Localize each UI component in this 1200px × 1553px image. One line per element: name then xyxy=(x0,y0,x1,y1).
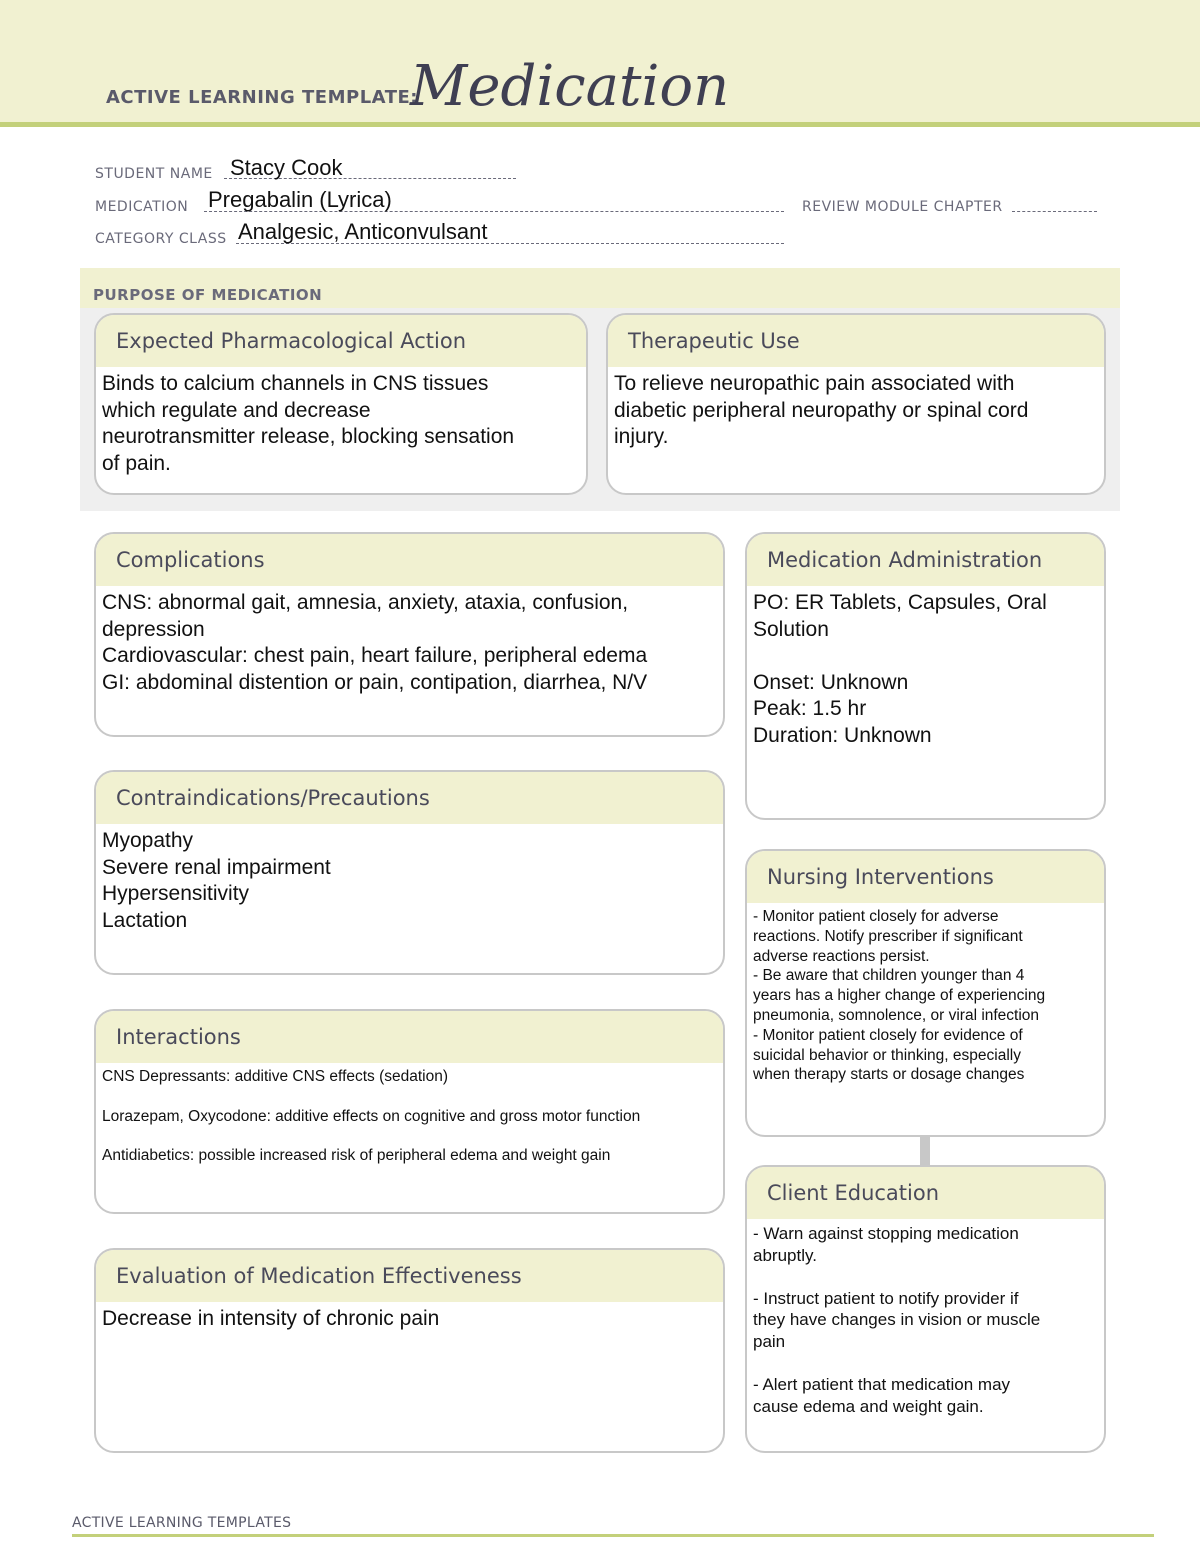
client-education-text[interactable]: - Warn against stopping medication abruptly. - Instruct patient to notify provider if they have changes in vision or muscle pain - Alert patient that medication may cause edema and weight gain. xyxy=(753,1224,1041,1416)
complications-title: Complications xyxy=(96,534,723,586)
evaluation-box xyxy=(94,1248,725,1453)
therapeutic-use-box xyxy=(606,313,1106,495)
therapeutic-use-title: Therapeutic Use xyxy=(608,315,1104,367)
interactions-box xyxy=(94,1009,725,1214)
review-module-label: REVIEW MODULE CHAPTER xyxy=(802,199,1003,215)
evaluation-text[interactable]: Decrease in intensity of chronic pain xyxy=(102,1307,440,1330)
administration-box xyxy=(745,532,1106,820)
review-module-line xyxy=(1012,211,1097,212)
nursing-interventions-text[interactable]: - Monitor patient closely for adverse reactions. Notify prescriber if significant adverse reactions persist. - Be aware that children younger than 4 years has a higher change of experiencing pneumonia, somnolence, or viral infection - Monitor patient closely for evidence of suicidal behavior or thinking, especially when therapy starts or dosage changes xyxy=(753,908,1046,1084)
interactions-text[interactable]: CNS Depressants: additive CNS effects (sedation) Lorazepam, Oxycodone: additive effects on cognitive and gross motor function Antidiabetics: possible increased risk of peripheral edema and weight gain xyxy=(102,1068,641,1165)
header-rule xyxy=(0,122,1200,127)
footer-rule xyxy=(72,1534,1154,1537)
template-label: ACTIVE LEARNING TEMPLATE: xyxy=(106,87,418,108)
interactions-title: Interactions xyxy=(96,1011,723,1063)
therapeutic-use-text[interactable]: To relieve neuropathic pain associated with diabetic peripheral neuropathy or spinal cord injury. xyxy=(614,372,1029,448)
contraindications-box xyxy=(94,770,725,975)
category-class-label: CATEGORY CLASS xyxy=(95,231,227,247)
expected-action-box xyxy=(94,313,588,495)
expected-action-title: Expected Pharmacological Action xyxy=(96,315,586,367)
category-class-field[interactable]: Analgesic, Anticonvulsant xyxy=(238,219,488,244)
nursing-interventions-title: Nursing Interventions xyxy=(747,851,1104,903)
medication-field[interactable]: Pregabalin (Lyrica) xyxy=(208,187,392,212)
administration-title: Medication Administration xyxy=(747,534,1104,586)
client-education-box xyxy=(745,1165,1106,1453)
client-education-title: Client Education xyxy=(747,1167,1104,1219)
administration-text[interactable]: PO: ER Tablets, Capsules, Oral Solution Onset: Unknown Peak: 1.5 hr Duration: Unknown xyxy=(753,591,1047,747)
complications-box xyxy=(94,532,725,737)
purpose-label: PURPOSE OF MEDICATION xyxy=(93,286,323,304)
nursing-interventions-box xyxy=(745,849,1106,1137)
box-connector xyxy=(920,1135,930,1165)
expected-action-text[interactable]: Binds to calcium channels in CNS tissues which regulate and decrease neurotransmitter release, blocking sensation of pain. xyxy=(102,372,515,475)
footer-label: ACTIVE LEARNING TEMPLATES xyxy=(72,1515,292,1531)
contraindications-title: Contraindications/Precautions xyxy=(96,772,723,824)
contraindications-text[interactable]: Myopathy Severe renal impairment Hypersensitivity Lactation xyxy=(102,829,331,932)
student-name-label: STUDENT NAME xyxy=(95,166,213,182)
template-title: Medication xyxy=(410,54,730,119)
evaluation-title: Evaluation of Medication Effectiveness xyxy=(96,1250,723,1302)
complications-text[interactable]: CNS: abnormal gait, amnesia, anxiety, ataxia, confusion, depression Cardiovascular: chest pain, heart failure, peripheral edema GI: abdominal distention or pain, contipation, diarrhea, N/V xyxy=(102,591,648,694)
medication-label: MEDICATION xyxy=(95,199,189,215)
student-name-field[interactable]: Stacy Cook xyxy=(230,155,343,180)
